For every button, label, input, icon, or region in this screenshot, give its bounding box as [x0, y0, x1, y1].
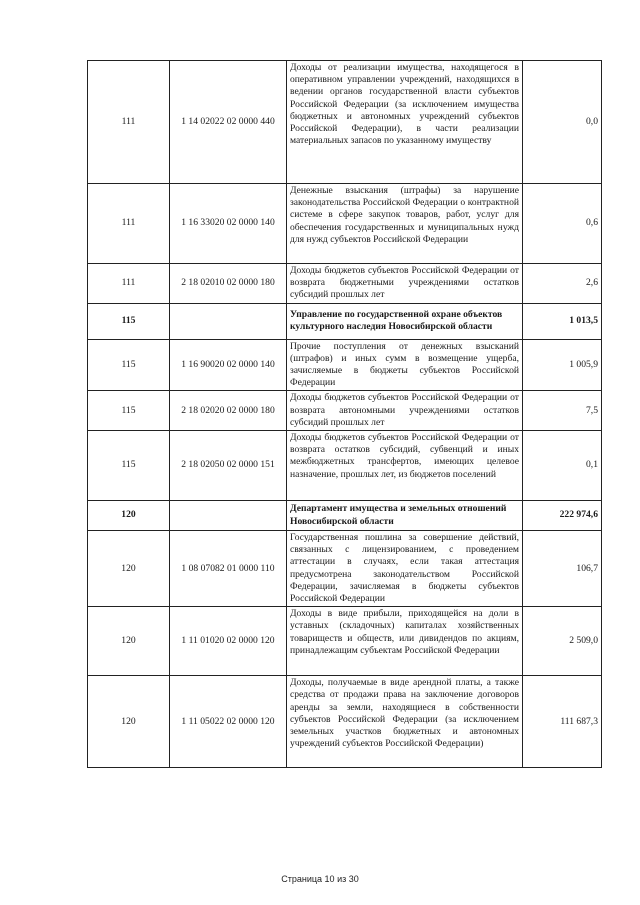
- kbk-code-cell: 1 16 33020 02 0000 140: [170, 184, 287, 264]
- kbk-code-cell: 1 16 90020 02 0000 140: [170, 339, 287, 391]
- amount-cell: 2 509,0: [523, 607, 602, 676]
- table-row: [88, 431, 602, 501]
- kbk-code-cell: 1 14 02022 02 0000 440: [170, 61, 287, 184]
- admin-code-cell: 115: [88, 391, 170, 431]
- table-row: [88, 264, 602, 304]
- budget-revenue-table: [87, 60, 602, 768]
- amount-cell: 0,1: [523, 431, 602, 501]
- admin-code-cell: 111: [88, 61, 170, 184]
- revenue-name-cell: Доходы бюджетов субъектов Российской Федерации от возврата остатков субсидий, субвенций и иных межбюджетных трансфертов, имеющих целевое назначение, прошлых лет, из бюджетов поселений: [287, 431, 523, 501]
- amount-cell: 1 013,5: [523, 303, 602, 339]
- kbk-code-cell: 2 18 02050 02 0000 151: [170, 431, 287, 501]
- admin-code-cell: 120: [88, 607, 170, 676]
- amount-cell: 111 687,3: [523, 676, 602, 768]
- revenue-name-cell: Департамент имущества и земельных отношений Новосибирской области: [287, 501, 523, 531]
- admin-code-cell: 120: [88, 531, 170, 607]
- amount-cell: 0,6: [523, 184, 602, 264]
- amount-cell: 106,7: [523, 531, 602, 607]
- kbk-code-cell: 1 11 01020 02 0000 120: [170, 607, 287, 676]
- amount-cell: 0,0: [523, 61, 602, 184]
- page-footer: [0, 874, 640, 884]
- admin-code-cell: 111: [88, 184, 170, 264]
- revenue-name-cell: Доходы в виде прибыли, приходящейся на доли в уставных (складочных) капиталах хозяйственных товариществ и обществ, или дивидендов по акциям, принадлежащим субъектам Российской Федерации: [287, 607, 523, 676]
- table-row: [88, 501, 602, 531]
- amount-cell: 7,5: [523, 391, 602, 431]
- amount-cell: 222 974,6: [523, 501, 602, 531]
- kbk-code-cell: [170, 303, 287, 339]
- table-row: [88, 607, 602, 676]
- revenue-name-cell: Доходы от реализации имущества, находящегося в оперативном управлении учреждений, находящихся в ведении органов государственной власти субъектов Российской Федерации (за исключением имущества бюджетных и автономных учреждений субъектов Российской Федерации), в части реализации материальных запасов по указанному имуществу: [287, 61, 523, 184]
- kbk-code-cell: 1 11 05022 02 0000 120: [170, 676, 287, 768]
- revenue-name-cell: Доходы бюджетов субъектов Российской Федерации от возврата автономными учреждениями остатков субсидий прошлых лет: [287, 391, 523, 431]
- admin-code-cell: 115: [88, 431, 170, 501]
- revenue-name-cell: Денежные взыскания (штрафы) за нарушение законодательства Российской Федерации о контрактной системе в сфере закупок товаров, работ, услуг для обеспечения государственных и муниципальных нужд для нужд субъектов Российской Федерации: [287, 184, 523, 264]
- revenue-name-cell: Доходы, получаемые в виде арендной платы, а также средства от продажи права на заключение договоров аренды за земли, находящиеся в собственности субъектов Российской Федерации (за исключением земельных участков бюджетных и автономных учреждений субъектов Российской Федерации): [287, 676, 523, 768]
- revenue-name-cell: Прочие поступления от денежных взысканий (штрафов) и иных сумм в возмещение ущерба, зачисляемые в бюджеты субъектов Российской Федерации: [287, 339, 523, 391]
- page-number-label: Страница 10 из 30: [281, 874, 359, 884]
- table-row: [88, 339, 602, 391]
- amount-cell: 1 005,9: [523, 339, 602, 391]
- amount-cell: 2,6: [523, 264, 602, 304]
- table-row: [88, 391, 602, 431]
- kbk-code-cell: [170, 501, 287, 531]
- revenue-name-cell: Управление по государственной охране объектов культурного наследия Новосибирской области: [287, 303, 523, 339]
- kbk-code-cell: 2 18 02020 02 0000 180: [170, 391, 287, 431]
- revenue-name-cell: Государственная пошлина за совершение действий, связанных с лицензированием, с проведением аттестации в случаях, если такая аттестация предусмотрена законодательством Российской Федерации, зачисляемая в бюджеты субъектов Российской Федерации: [287, 531, 523, 607]
- revenue-name-cell: Доходы бюджетов субъектов Российской Федерации от возврата бюджетными учреждениями остатков субсидий прошлых лет: [287, 264, 523, 304]
- table-row: [88, 303, 602, 339]
- admin-code-cell: 115: [88, 339, 170, 391]
- admin-code-cell: 115: [88, 303, 170, 339]
- admin-code-cell: 120: [88, 501, 170, 531]
- kbk-code-cell: 1 08 07082 01 0000 110: [170, 531, 287, 607]
- table-row: [88, 676, 602, 768]
- table-body: [88, 61, 602, 768]
- kbk-code-cell: 2 18 02010 02 0000 180: [170, 264, 287, 304]
- table-row: [88, 61, 602, 184]
- table-row: [88, 531, 602, 607]
- table-row: [88, 184, 602, 264]
- admin-code-cell: 120: [88, 676, 170, 768]
- admin-code-cell: 111: [88, 264, 170, 304]
